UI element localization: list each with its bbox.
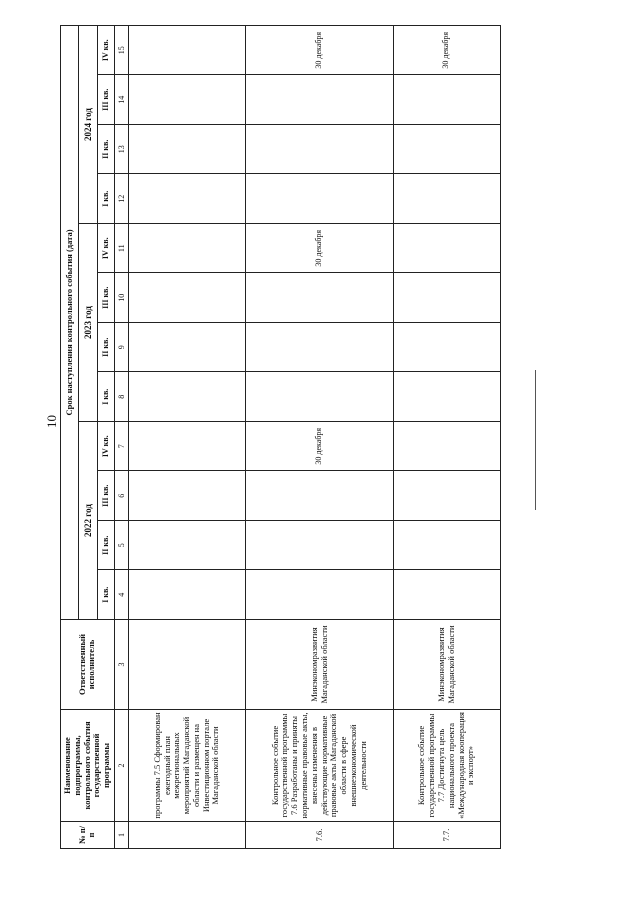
col-header-period: Срок наступления контрольного события (дата) [61, 25, 79, 619]
date-cell [129, 25, 246, 75]
year-header-2024: 2024 год [78, 25, 97, 223]
date-cell: 30 декабря [394, 25, 501, 75]
table-row [246, 25, 394, 848]
date-cell [246, 174, 394, 224]
row-num: 7.6. [246, 822, 394, 849]
col-number: 5 [114, 521, 128, 571]
date-cell [246, 570, 394, 620]
col-number: 12 [114, 174, 128, 224]
quarter-header: IV кв. [97, 422, 114, 472]
col-header-exec: Ответственный исполнитель [61, 620, 115, 710]
col-number: 3 [114, 620, 128, 710]
date-cell [129, 224, 246, 274]
col-number: 14 [114, 75, 128, 125]
date-cell [129, 323, 246, 373]
quarter-header: IV кв. [97, 25, 114, 75]
col-number: 1 [114, 822, 128, 849]
col-header-num: № п/п [61, 822, 115, 849]
quarter-header: I кв. [97, 570, 114, 620]
date-cell: 30 декабря [246, 422, 394, 472]
date-cell [246, 125, 394, 175]
date-cell [246, 372, 394, 422]
date-cell [129, 75, 246, 125]
col-header-name: Наименование подпрограммы, контрольного события государственной программы [61, 710, 115, 822]
control-events-table [60, 25, 501, 849]
table-row [129, 25, 246, 848]
date-cell [129, 422, 246, 472]
date-cell [246, 471, 394, 521]
col-number: 10 [114, 273, 128, 323]
quarter-header: IV кв. [97, 224, 114, 274]
date-cell [246, 323, 394, 373]
quarter-header: II кв. [97, 323, 114, 373]
quarter-header: II кв. [97, 521, 114, 571]
quarter-header: II кв. [97, 125, 114, 175]
col-number: 7 [114, 422, 128, 472]
row-exec: Минэкономразвития Магаданской области [246, 620, 394, 710]
date-cell [394, 224, 501, 274]
table-row [394, 25, 501, 848]
row-num: 7.7. [394, 822, 501, 849]
date-cell [129, 570, 246, 620]
quarter-header: III кв. [97, 273, 114, 323]
page-number: 10 [44, 415, 59, 428]
date-cell [129, 521, 246, 571]
col-number: 11 [114, 224, 128, 274]
row-exec: Минэкономразвития Магаданской области [394, 620, 501, 710]
date-cell: 30 декабря [246, 25, 394, 75]
date-cell [394, 273, 501, 323]
row-num [129, 822, 246, 849]
col-number: 6 [114, 471, 128, 521]
row-name: Контрольное событие государственной программы 7.6 Разработаны и приняты нормативные правовые акты, внесены изменения в действующие нормативные правовые акты Магаданской области в сфере внешнеэкономической деятельности [246, 710, 394, 822]
date-cell [129, 372, 246, 422]
date-cell [129, 125, 246, 175]
col-number: 2 [114, 710, 128, 822]
date-cell [394, 570, 501, 620]
date-cell [394, 323, 501, 373]
row-name: программы 7.5 Сформирован ежегодный план межрегиональных мероприятий Магаданской области и размещен на Инвестиционном портале Магаданской области [129, 710, 246, 822]
date-cell [394, 521, 501, 571]
header-row-numbers [114, 25, 128, 848]
col-number: 8 [114, 372, 128, 422]
quarter-header: I кв. [97, 372, 114, 422]
quarter-header: III кв. [97, 471, 114, 521]
col-number: 4 [114, 570, 128, 620]
year-header-2022: 2022 год [78, 422, 97, 620]
date-cell [394, 125, 501, 175]
quarter-header: I кв. [97, 174, 114, 224]
date-cell [394, 422, 501, 472]
date-cell [129, 273, 246, 323]
date-cell [246, 521, 394, 571]
col-number: 9 [114, 323, 128, 373]
date-cell [246, 75, 394, 125]
rotated-table-wrapper [60, 26, 491, 849]
date-cell [129, 174, 246, 224]
divider-line [535, 370, 536, 510]
quarter-header: III кв. [97, 75, 114, 125]
date-cell [394, 372, 501, 422]
date-cell [129, 471, 246, 521]
date-cell [394, 471, 501, 521]
year-header-2023: 2023 год [78, 224, 97, 422]
date-cell: 30 декабря [246, 224, 394, 274]
header-row-1 [61, 25, 79, 848]
date-cell [246, 273, 394, 323]
col-number: 13 [114, 125, 128, 175]
date-cell [394, 174, 501, 224]
row-name: Контрольное событие государственной программы 7.7 Достигнута цель национального проекта «Международная кооперация и экспорт» [394, 710, 501, 822]
row-exec [129, 620, 246, 710]
date-cell [394, 75, 501, 125]
col-number: 15 [114, 25, 128, 75]
